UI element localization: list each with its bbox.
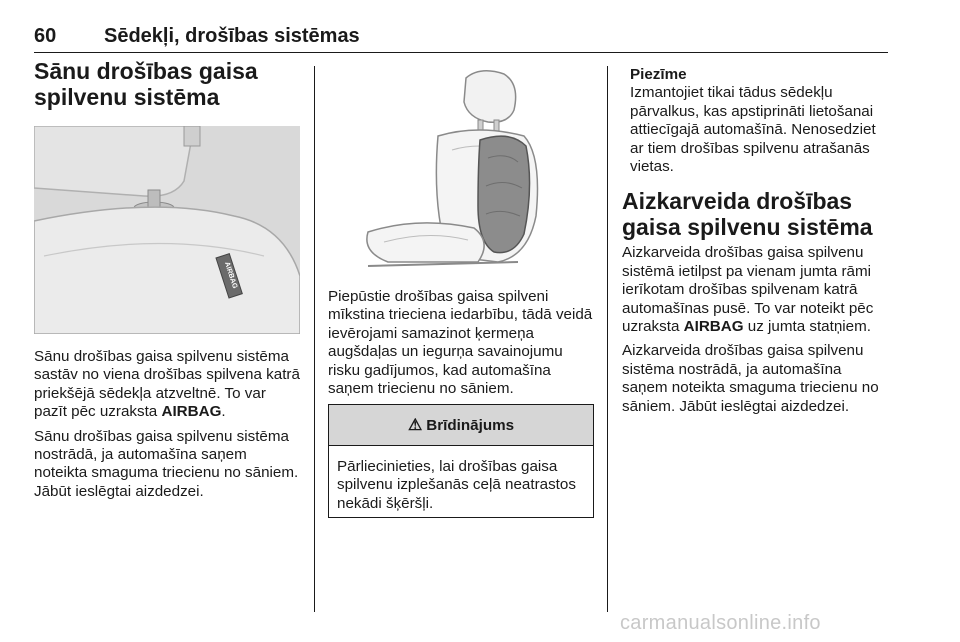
- page-number: 60: [34, 25, 57, 47]
- side-airbag-para-2: Sānu drošības gaisa spilvenu sistēma nostrādā, ja automašīna saņem noteikta smaguma triecienu no sāniem. Jābūt ieslēgtai aizdedzei.: [34, 427, 299, 500]
- curtain-airbag-para-2: Aizkarveida drošības gaisa spilvenu sistēma nostrādā, ja automašīna saņem noteikta smaguma triecienu no sāniem. Jābūt ieslēgtai aizdedzei.: [622, 342, 879, 415]
- column-1: [34, 58, 300, 110]
- warning-box: [328, 404, 594, 518]
- seat-airbag-label-illustration: [34, 126, 300, 334]
- airbag-bold-label: AIRBAG: [161, 403, 222, 421]
- airbag-tag-text: AIRBAG: [222, 261, 239, 290]
- side-airbag-para-1: Sānu drošības gaisa spilvenu sistēma sastāv no viena drošības spilvena katrā priekšējā sēdekļa atzveltnē. To var pazīt pēc uzraksta AIRBAG.: [34, 348, 300, 421]
- header-rule: [34, 52, 888, 53]
- side-airbag-shape: [478, 136, 530, 252]
- inflated-airbag-para: Piepūstie drošības gaisa spilveni mīkstina trieciena iedarbību, tādā veidā ievērojami samazinot ķermeņa augšdaļas un iegurņa savainojumu risku gadījumos, kad automašīna saņem triecienu no sāniem.: [328, 288, 593, 398]
- curtain-airbag-para-1: Aizkarveida drošības gaisa spilvenu sistēmā ietilpst pa vienam jumta rāmi ierīkotam drošības spilvenam katrā automašīnas pusē. To var noteikt pēc uzraksta AIRBAG uz jumta statņiem.: [622, 244, 874, 336]
- airbag-bold-label-2: AIRBAG: [683, 318, 744, 336]
- warning-title: Brīdinājums: [426, 416, 515, 434]
- warning-header: [329, 405, 593, 446]
- watermark: carmanualsonline.info: [620, 612, 821, 634]
- seat-side-airbag-illustration: [328, 66, 594, 274]
- warning-body: Pārliecinieties, lai drošības gaisa spilvenu izplešanās ceļā neatrastos nekādi šķēršļi.: [337, 458, 576, 512]
- column-3: [622, 66, 890, 416]
- column-1-text: [34, 348, 300, 501]
- column-divider-left: [314, 66, 315, 612]
- section-heading-curtain-airbag: Aizkarveida drošības gaisa spilvenu sistēma: [622, 188, 873, 241]
- warning-triangle-icon: ⚠: [407, 417, 423, 434]
- note-title: Piezīme: [630, 66, 687, 83]
- note-body: Izmantojiet tikai tādus sēdekļu pārvalkus, kas apstiprināti lietošanai attiecīgajā automašīnā. Nenosedziet ar tiem drošības spilvenu atrašanās vietas.: [630, 84, 876, 176]
- column-divider-right: [607, 66, 608, 612]
- section-heading-side-airbag: Sānu drošības gaisa spilvenu sistēma: [34, 58, 258, 110]
- page-header: [34, 14, 888, 54]
- column-2-text: [328, 288, 594, 398]
- running-title: Sēdekļi, drošības sistēmas: [104, 25, 360, 47]
